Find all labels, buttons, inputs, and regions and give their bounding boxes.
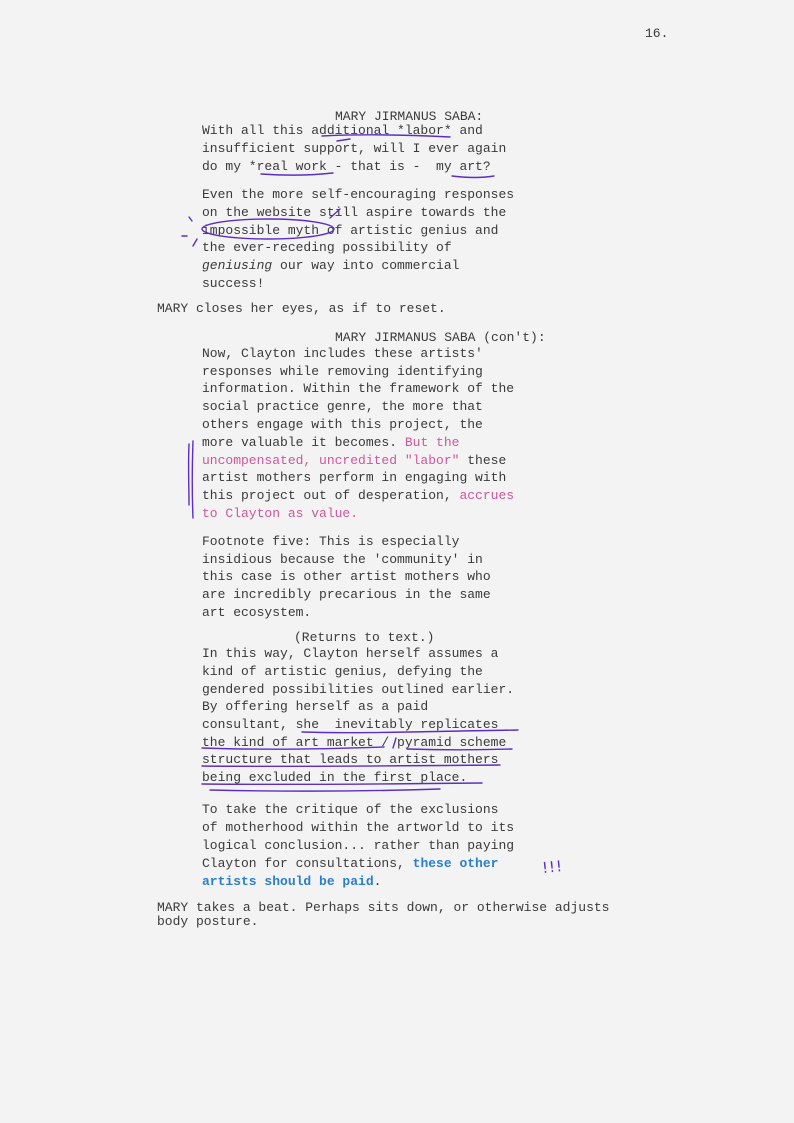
dialogue-line: In this way, Clayton herself assumes a (202, 646, 499, 661)
dialogue-line (202, 487, 514, 505)
dialogue-line: kind of artistic genius, defying the (202, 664, 483, 679)
dialogue-line: artist mothers perform in engaging with (202, 470, 507, 485)
dialogue-line: social practice genre, the more that (202, 399, 483, 414)
dialogue-line: information. Within the framework of the (202, 381, 515, 396)
page-number: 16. (645, 26, 669, 41)
dialogue-line (202, 505, 358, 523)
footnote-line: this case is other artist mothers who (202, 569, 491, 584)
blue-highlight-text: artists should be paid (202, 874, 374, 889)
dialogue-line: responses while removing identifying (202, 364, 483, 379)
blue-highlight-text: these other (412, 856, 499, 871)
footnote-line: are incredibly precarious in the same (202, 587, 491, 602)
dialogue-text: Clayton for consultations, (202, 856, 413, 871)
character-cue: MARY JIRMANUS SABA: (335, 109, 484, 124)
dialogue-text: our way into commercial (272, 258, 460, 273)
ink-tick (189, 217, 192, 221)
ink-underline (452, 176, 494, 178)
dialogue-line: the kind of art market / pyramid scheme (202, 735, 507, 750)
dialogue-line (202, 434, 459, 452)
dialogue-line: insufficient support, will I ever again (202, 141, 507, 156)
dialogue-line: gendered possibilities outlined earlier. (202, 682, 515, 697)
dialogue-line: With all this additional *labor* and (202, 123, 483, 138)
dialogue-text: these (459, 453, 507, 468)
dialogue-line: structure that leads to artist mothers (202, 752, 499, 767)
action-line: body posture. (157, 914, 259, 929)
dialogue-line: of motherhood within the artworld to its (202, 820, 515, 835)
dialogue-text: this project out of desperation, (202, 488, 460, 503)
dialogue-line (202, 257, 459, 275)
dialogue-line: on the website still aspire towards the (202, 205, 507, 220)
character-cue: MARY JIRMANUS SABA (con't): (335, 330, 546, 345)
ink-underline (210, 789, 440, 791)
dialogue-line: being excluded in the first place. (202, 770, 468, 785)
dialogue-line: Now, Clayton includes these artists' (202, 346, 483, 361)
pink-highlight-text: But the (404, 435, 460, 450)
italic-word: geniusing (202, 258, 273, 273)
action-line: MARY takes a beat. Perhaps sits down, or otherwise adjusts (157, 900, 610, 915)
dialogue-line: others engage with this project, the (202, 417, 483, 432)
footnote-line: art ecosystem. (202, 605, 312, 620)
ink-margin-bar (192, 441, 193, 518)
dialogue-line (202, 873, 381, 891)
dialogue-line (202, 855, 498, 873)
dialogue-line: Even the more self-encouraging responses (202, 187, 515, 202)
ink-tick (193, 239, 197, 246)
footnote-line: insidious because the 'community' in (202, 552, 483, 567)
dialogue-line: consultant, she inevitably replicates (202, 717, 499, 732)
parenthetical: (Returns to text.) (294, 630, 435, 645)
action-line: MARY closes her eyes, as if to reset. (157, 301, 446, 316)
dialogue-text: more valuable it becomes. (202, 435, 405, 450)
dialogue-line (202, 452, 506, 470)
pink-highlight-text: to Clayton as value. (202, 506, 359, 521)
dialogue-line: By offering herself as a paid (202, 699, 429, 714)
pink-highlight-text: uncompensated, uncredited "labor" (202, 453, 460, 468)
dialogue-text: . (373, 874, 382, 889)
footnote-line: Footnote five: This is especially (202, 534, 460, 549)
pink-highlight-text: accrues (459, 488, 515, 503)
dialogue-line: impossible myth of artistic genius and (202, 223, 499, 238)
dialogue-line: do my *real work - that is - my art? (202, 159, 491, 174)
dialogue-line: success! (202, 276, 265, 291)
dialogue-line: the ever-receding possibility of (202, 240, 452, 255)
dialogue-line: logical conclusion... rather than paying (202, 838, 515, 853)
exclamation-annotation: !!! (541, 856, 564, 878)
dialogue-line: To take the critique of the exclusions (202, 802, 499, 817)
